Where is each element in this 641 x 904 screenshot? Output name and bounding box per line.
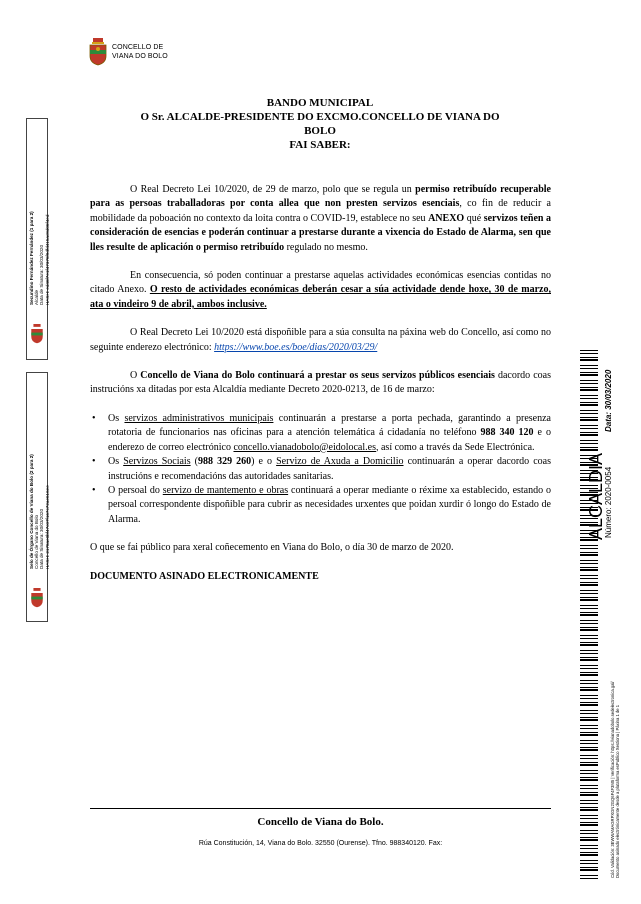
text: dacordo coas instrucións xa ditadas por esta Alcaldía mediante Decreto 2020-0213, de 16 de marzo: [90, 370, 551, 396]
text: ( [190, 456, 198, 468]
stamp-text [29, 379, 50, 569]
text: En consecuencia, só poden continuar a prestarse aquelas actividades económicas esencias contidas no citado Anexo. [90, 270, 551, 296]
coat-of-arms-icon [29, 588, 45, 608]
signature-stamp-mayor [26, 118, 48, 360]
text-underlined: servizo de mantemento e obras [162, 484, 289, 496]
list-item [108, 412, 551, 455]
document-body [90, 183, 551, 598]
stamp-text [29, 115, 50, 305]
barcode-icon [580, 350, 598, 880]
services-list [90, 412, 551, 527]
text-bold: Concello de Viana do Bolo continuará a prestar os seus servizos públicos esenciais [140, 370, 495, 382]
text: O persoal do [108, 484, 163, 496]
text: Os [108, 412, 125, 424]
boe-link[interactable]: https://www.boe.es/boe/dias/2020/03/29/ [214, 341, 378, 353]
heading-line4: FAI SABER: [289, 139, 351, 151]
heading-line1: BANDO MUNICIPAL [266, 97, 374, 109]
document-date: Data: 30/03/2020 [604, 369, 613, 432]
text: O [130, 370, 141, 382]
email-link[interactable]: concello.vianadobolo@eidolocal.es [233, 441, 376, 453]
text: ) e o [251, 456, 277, 468]
document-number: Número: 2020-0054 [604, 466, 613, 538]
text-bold: permiso retribuído recuperable para as persoas traballadoras por conta allea que non presten servizos esenciais [90, 184, 551, 210]
validation-line: Documento asinado electrónicamente desde a plataforma esPublico Xestiona | Páxina 1 de 1 [615, 704, 620, 878]
department-label: ALCALDIA [586, 452, 606, 540]
signed-notice: DOCUMENTO ASINADO ELECTRONICAMENTE [90, 570, 319, 582]
phone-number: 988 340 120 [480, 427, 534, 439]
text: , co fin de reducir a mobilidade da poboación no contexto da loita contra o COVID-19, establece no seu [90, 198, 551, 224]
org-name-line2: VIANA DO BOLO [112, 53, 168, 60]
stamp-line: Selo de Órgano Concello de Viana do Bolo (2 para 2) [29, 454, 34, 569]
footer-address: Rúa Constitución, 14, Viana do Bolo. 32550 (Ourense). Tfno. 988340120. Fax: [198, 840, 443, 847]
org-name-line1: CONCELLO DE [112, 44, 164, 51]
paragraph-services [90, 369, 551, 398]
validation-line: Cód. Validación: 3EWWAMAGRPXGN2GQ6F4F3M5 | Verificación: https://vianadobolo.sedelectronica.gal/ [610, 681, 615, 878]
stamp-line: HASH: ed46f7e1f47376f9dfd415ac8d06f4ed [44, 214, 50, 305]
signature-stamp-organ [26, 372, 48, 622]
footer-divider [90, 808, 551, 809]
text: O Real Decreto Lei 10/2020, de 29 de marzo, polo que se regula un [130, 184, 416, 195]
text-bold: ANEXO [428, 212, 465, 224]
validation-code [610, 681, 620, 878]
stamp-line: Data de Sinatura: 30/03/2020 [39, 244, 45, 305]
bando-heading [90, 96, 550, 152]
stamp-line: Data de Sinatura: 30/03/2020 [39, 508, 45, 569]
text-bold: servizos teñen a consideración de esencias e poderán continuar a prestarse durante a vixencia do Estado de Alarma, sen que lles resulte de aplicación o permiso retribuído [90, 212, 551, 253]
text: Os [108, 456, 124, 468]
text: e o enderezo de correo electrónico [108, 427, 552, 453]
stamp-line: Concello de Viana do Bolo [34, 514, 40, 569]
text: continuarán a prestarse a porta pechada, garantindo a presenza rotatoria de funcionarios nas oficinas para a atención telemática á cidadanía no teléfono [108, 412, 551, 439]
stamp-line: Alcalde [34, 289, 40, 305]
text: regulado no mesmo. [284, 241, 368, 253]
coat-of-arms-icon [88, 38, 108, 66]
text: qué [464, 212, 484, 224]
text: continuará a operar mediante o réxime xa establecido, estando o persoal correspondente dispoñible para cubrir as necesidades urxentes que poidan xurdir ó longo do Estado de Alarma. [108, 484, 551, 525]
paragraph-closing: O que se fai público para xeral coñecemento en Viana do Bolo, o día 30 de marzo de 2020. [90, 542, 454, 554]
paragraph-consequence [90, 269, 551, 312]
text-underlined: Servizos Sociais [123, 456, 191, 468]
heading-line3: BOLO [304, 125, 336, 137]
paragraph-availability [90, 326, 551, 355]
header-logo [88, 38, 168, 66]
text: continuarán a operar dacordo coas instrucións e recomendacións das autoridades sanitarias. [108, 456, 551, 482]
text-bold-underlined: O resto de actividades económicas deberán cesar a súa actividade dende hoxe, 30 de marzo, ata o vindeiro 9 de abril, ambos inclusive. [90, 284, 551, 310]
list-item [108, 484, 551, 527]
coat-of-arms-icon [29, 324, 45, 344]
phone-number: 988 329 260 [198, 456, 252, 468]
stamp-line: Secundino Fernández Fernández (1 para 2) [29, 211, 34, 305]
heading-line2: O Sr. ALCALDE-PRESIDENTE DO EXCMO.CONCELLO DE VIANA DO [140, 111, 500, 123]
list-item [108, 455, 551, 484]
paragraph-decree [90, 183, 551, 255]
text-underlined: Servizo de Axuda a Domicilio [276, 456, 404, 468]
stamp-line: HASH: 2178ae0bf47c07f167c72ae616ee [44, 485, 50, 569]
text-underlined: servizos administrativos municipais [124, 412, 274, 424]
text: O Real Decreto Lei 10/2020 está dispoñible para a súa consulta na páxina web do Concello, así como no seguinte enderezo electrónico: [90, 327, 551, 353]
text: , así como a través da Sede Electrónica. [375, 441, 535, 453]
footer-name: Concello de Viana do Bolo. [257, 816, 384, 828]
